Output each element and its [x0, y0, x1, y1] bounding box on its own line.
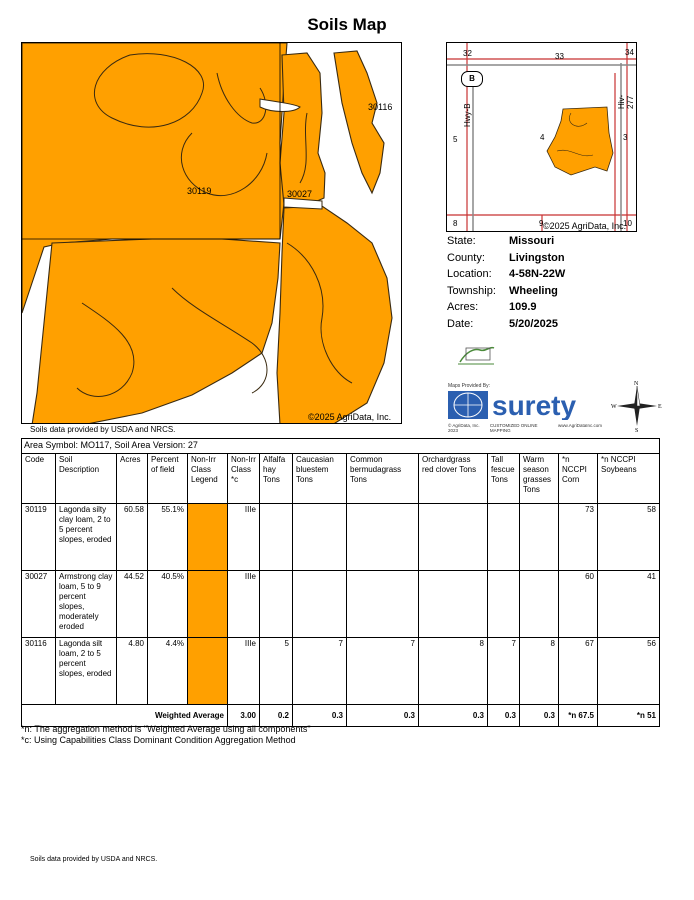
cell-desc: Armstrong clay loam, 5 to 9 percent slopes, moderately eroded	[56, 571, 117, 638]
cell-corn: 60	[559, 571, 598, 638]
cell-soy: 58	[598, 504, 660, 571]
locator-map[interactable]	[446, 42, 637, 232]
col-header: Alfalfa hay Tons	[260, 454, 293, 504]
compass-s: S	[635, 428, 639, 432]
wa-corn: *n 67.5	[559, 705, 598, 727]
footnote-n: *n: The aggregation method is "Weighted Average using all components"	[21, 724, 311, 734]
wa-alfalfa: 0.2	[260, 705, 293, 727]
cell-soy: 41	[598, 571, 660, 638]
info-row-location	[447, 268, 565, 285]
cell-corn: 67	[559, 638, 598, 705]
cell-fescue	[488, 504, 520, 571]
cell-caucasian	[293, 571, 347, 638]
wa-soy: *n 51	[598, 705, 660, 727]
wa-bermuda: 0.3	[347, 705, 419, 727]
cell-alfalfa	[260, 571, 293, 638]
section-label-8: 8	[453, 219, 458, 228]
info-key: Township:	[447, 284, 496, 297]
col-header: Soil Description	[56, 454, 117, 504]
info-row-state	[447, 235, 565, 252]
col-header: Caucasian bluestem Tons	[293, 454, 347, 504]
wa-caucasian: 0.3	[293, 705, 347, 727]
soil-label-30027: 30027	[287, 189, 313, 199]
col-header: Percent of field	[148, 454, 188, 504]
legend-swatch	[188, 638, 228, 705]
cell-pct: 55.1%	[148, 504, 188, 571]
wa-fescue: 0.3	[488, 705, 520, 727]
surety-logo	[448, 390, 598, 420]
compass-w: W	[611, 404, 617, 410]
surety-copyright: © AgriData, Inc. 2023	[448, 423, 480, 433]
info-key: State:	[447, 235, 476, 247]
col-header: *n NCCPI Soybeans	[598, 454, 660, 504]
footnotes	[21, 724, 311, 746]
col-header: Tall fescue Tons	[488, 454, 520, 504]
cell-alfalfa: 5	[260, 638, 293, 705]
soils-map-graphic	[22, 43, 402, 424]
table-header-row	[22, 454, 660, 504]
compass-e: E	[658, 404, 662, 410]
cell-desc: Lagonda silt loam, 2 to 5 percent slopes, eroded	[56, 638, 117, 705]
info-value: 4-58N-22W	[509, 268, 566, 280]
info-value: Missouri	[509, 235, 555, 247]
cell-class: IIIe	[228, 638, 260, 705]
logos-area	[446, 340, 676, 435]
col-header: *n NCCPI Corn	[559, 454, 598, 504]
nrcs-logo-icon	[456, 342, 496, 368]
surety-word: surety	[492, 390, 577, 420]
table-row	[22, 504, 660, 571]
compass-rose-icon	[611, 380, 663, 432]
cell-pct: 4.4%	[148, 638, 188, 705]
cell-fescue	[488, 571, 520, 638]
info-row-acres	[447, 301, 565, 318]
info-value: Livingston	[509, 251, 565, 264]
cell-orchard: 8	[419, 638, 488, 705]
cell-bermuda	[347, 571, 419, 638]
col-header: Non-Irr Class *c	[228, 454, 260, 504]
compass-n: N	[634, 381, 639, 387]
col-header: Code	[22, 454, 56, 504]
soils-source-note: Soils data provided by USDA and NRCS.	[30, 425, 176, 434]
info-value: Wheeling	[509, 284, 558, 297]
cell-orchard	[419, 504, 488, 571]
cell-warm	[520, 571, 559, 638]
cell-caucasian: 7	[293, 638, 347, 705]
cell-acres: 4.80	[117, 638, 148, 705]
col-header: Orchardgrass red clover Tons	[419, 454, 488, 504]
cell-class: IIIe	[228, 571, 260, 638]
soil-label-30116: 30116	[368, 102, 393, 112]
bottom-source-note: Soils data provided by USDA and NRCS.	[30, 856, 158, 863]
soil-polygon-sw	[32, 239, 280, 424]
locator-copyright: ©2025 AgriData, Inc.	[543, 221, 627, 231]
section-label-32: 32	[463, 49, 472, 58]
col-header: Common bermudagrass Tons	[347, 454, 419, 504]
cell-warm: 8	[520, 638, 559, 705]
soils-table	[21, 438, 660, 727]
weighted-average-label: Weighted Average	[22, 705, 228, 727]
cell-corn: 73	[559, 504, 598, 571]
soil-polygon-30116	[334, 51, 384, 193]
surety-tagline: CUSTOMIZED ONLINE MAPPING	[489, 423, 538, 433]
cell-caucasian	[293, 504, 347, 571]
map-copyright: ©2025 AgriData, Inc.	[308, 412, 392, 422]
table-row	[22, 571, 660, 638]
info-value: 109.9	[509, 301, 537, 313]
highway-badge: B	[461, 71, 483, 87]
cell-code: 30116	[22, 638, 56, 705]
wa-class: 3.00	[228, 705, 260, 727]
col-header: Acres	[117, 454, 148, 504]
cell-bermuda: 7	[347, 638, 419, 705]
soils-map[interactable]	[21, 42, 402, 424]
section-label-5: 5	[453, 135, 458, 144]
section-label-34: 34	[625, 48, 634, 57]
maps-provided-by: Maps Provided By:	[448, 383, 490, 389]
area-symbol: Area Symbol: MO117, Soil Area Version: 27	[22, 439, 660, 454]
footnote-c: *c: Using Capabilities Class Dominant Condition Aggregation Method	[21, 735, 296, 745]
legend-swatch	[188, 571, 228, 638]
cell-soy: 56	[598, 638, 660, 705]
cell-class: IIIe	[228, 504, 260, 571]
info-key: Acres:	[447, 301, 479, 313]
cell-warm	[520, 504, 559, 571]
info-row-county	[447, 252, 565, 269]
info-key: Date:	[447, 317, 474, 330]
cell-orchard	[419, 571, 488, 638]
legend-swatch	[188, 504, 228, 571]
cell-desc: Lagonda silty clay loam, 2 to 5 percent slopes, eroded	[56, 504, 117, 571]
col-header: Warm season grasses Tons	[520, 454, 559, 504]
cell-alfalfa	[260, 504, 293, 571]
section-label-10: 10	[623, 219, 632, 228]
cell-code: 30119	[22, 504, 56, 571]
table-row	[22, 638, 660, 705]
surety-url: www.AgriDataInc.com	[557, 423, 602, 428]
road-label-hwy-b: Hwy-B	[463, 103, 472, 127]
section-label-9: 9	[539, 219, 544, 228]
info-key: Location:	[447, 268, 492, 280]
wa-warm: 0.3	[520, 705, 559, 727]
locator-soil-area	[547, 107, 613, 175]
cell-pct: 40.5%	[148, 571, 188, 638]
cell-bermuda	[347, 504, 419, 571]
cell-code: 30027	[22, 571, 56, 638]
info-row-date	[447, 318, 565, 335]
soil-polygon-30027	[280, 53, 325, 205]
page-title: Soils Map	[307, 15, 387, 34]
location-info	[447, 235, 565, 334]
soil-label-30119: 30119	[187, 186, 212, 196]
soil-polygon-se	[277, 206, 392, 424]
col-header: Non-Irr Class Legend	[188, 454, 228, 504]
surety-subtext	[448, 423, 602, 433]
section-label-3: 3	[623, 133, 628, 142]
cell-acres: 44.52	[117, 571, 148, 638]
section-label-4: 4	[540, 133, 545, 142]
cell-acres: 60.58	[117, 504, 148, 571]
info-key: County:	[447, 251, 485, 264]
cell-fescue: 7	[488, 638, 520, 705]
section-label-33: 33	[555, 52, 564, 61]
road-label-hiv-277: Hiv-277	[617, 94, 635, 109]
wa-orchard: 0.3	[419, 705, 488, 727]
info-row-township	[447, 285, 565, 302]
info-value: 5/20/2025	[509, 317, 558, 330]
